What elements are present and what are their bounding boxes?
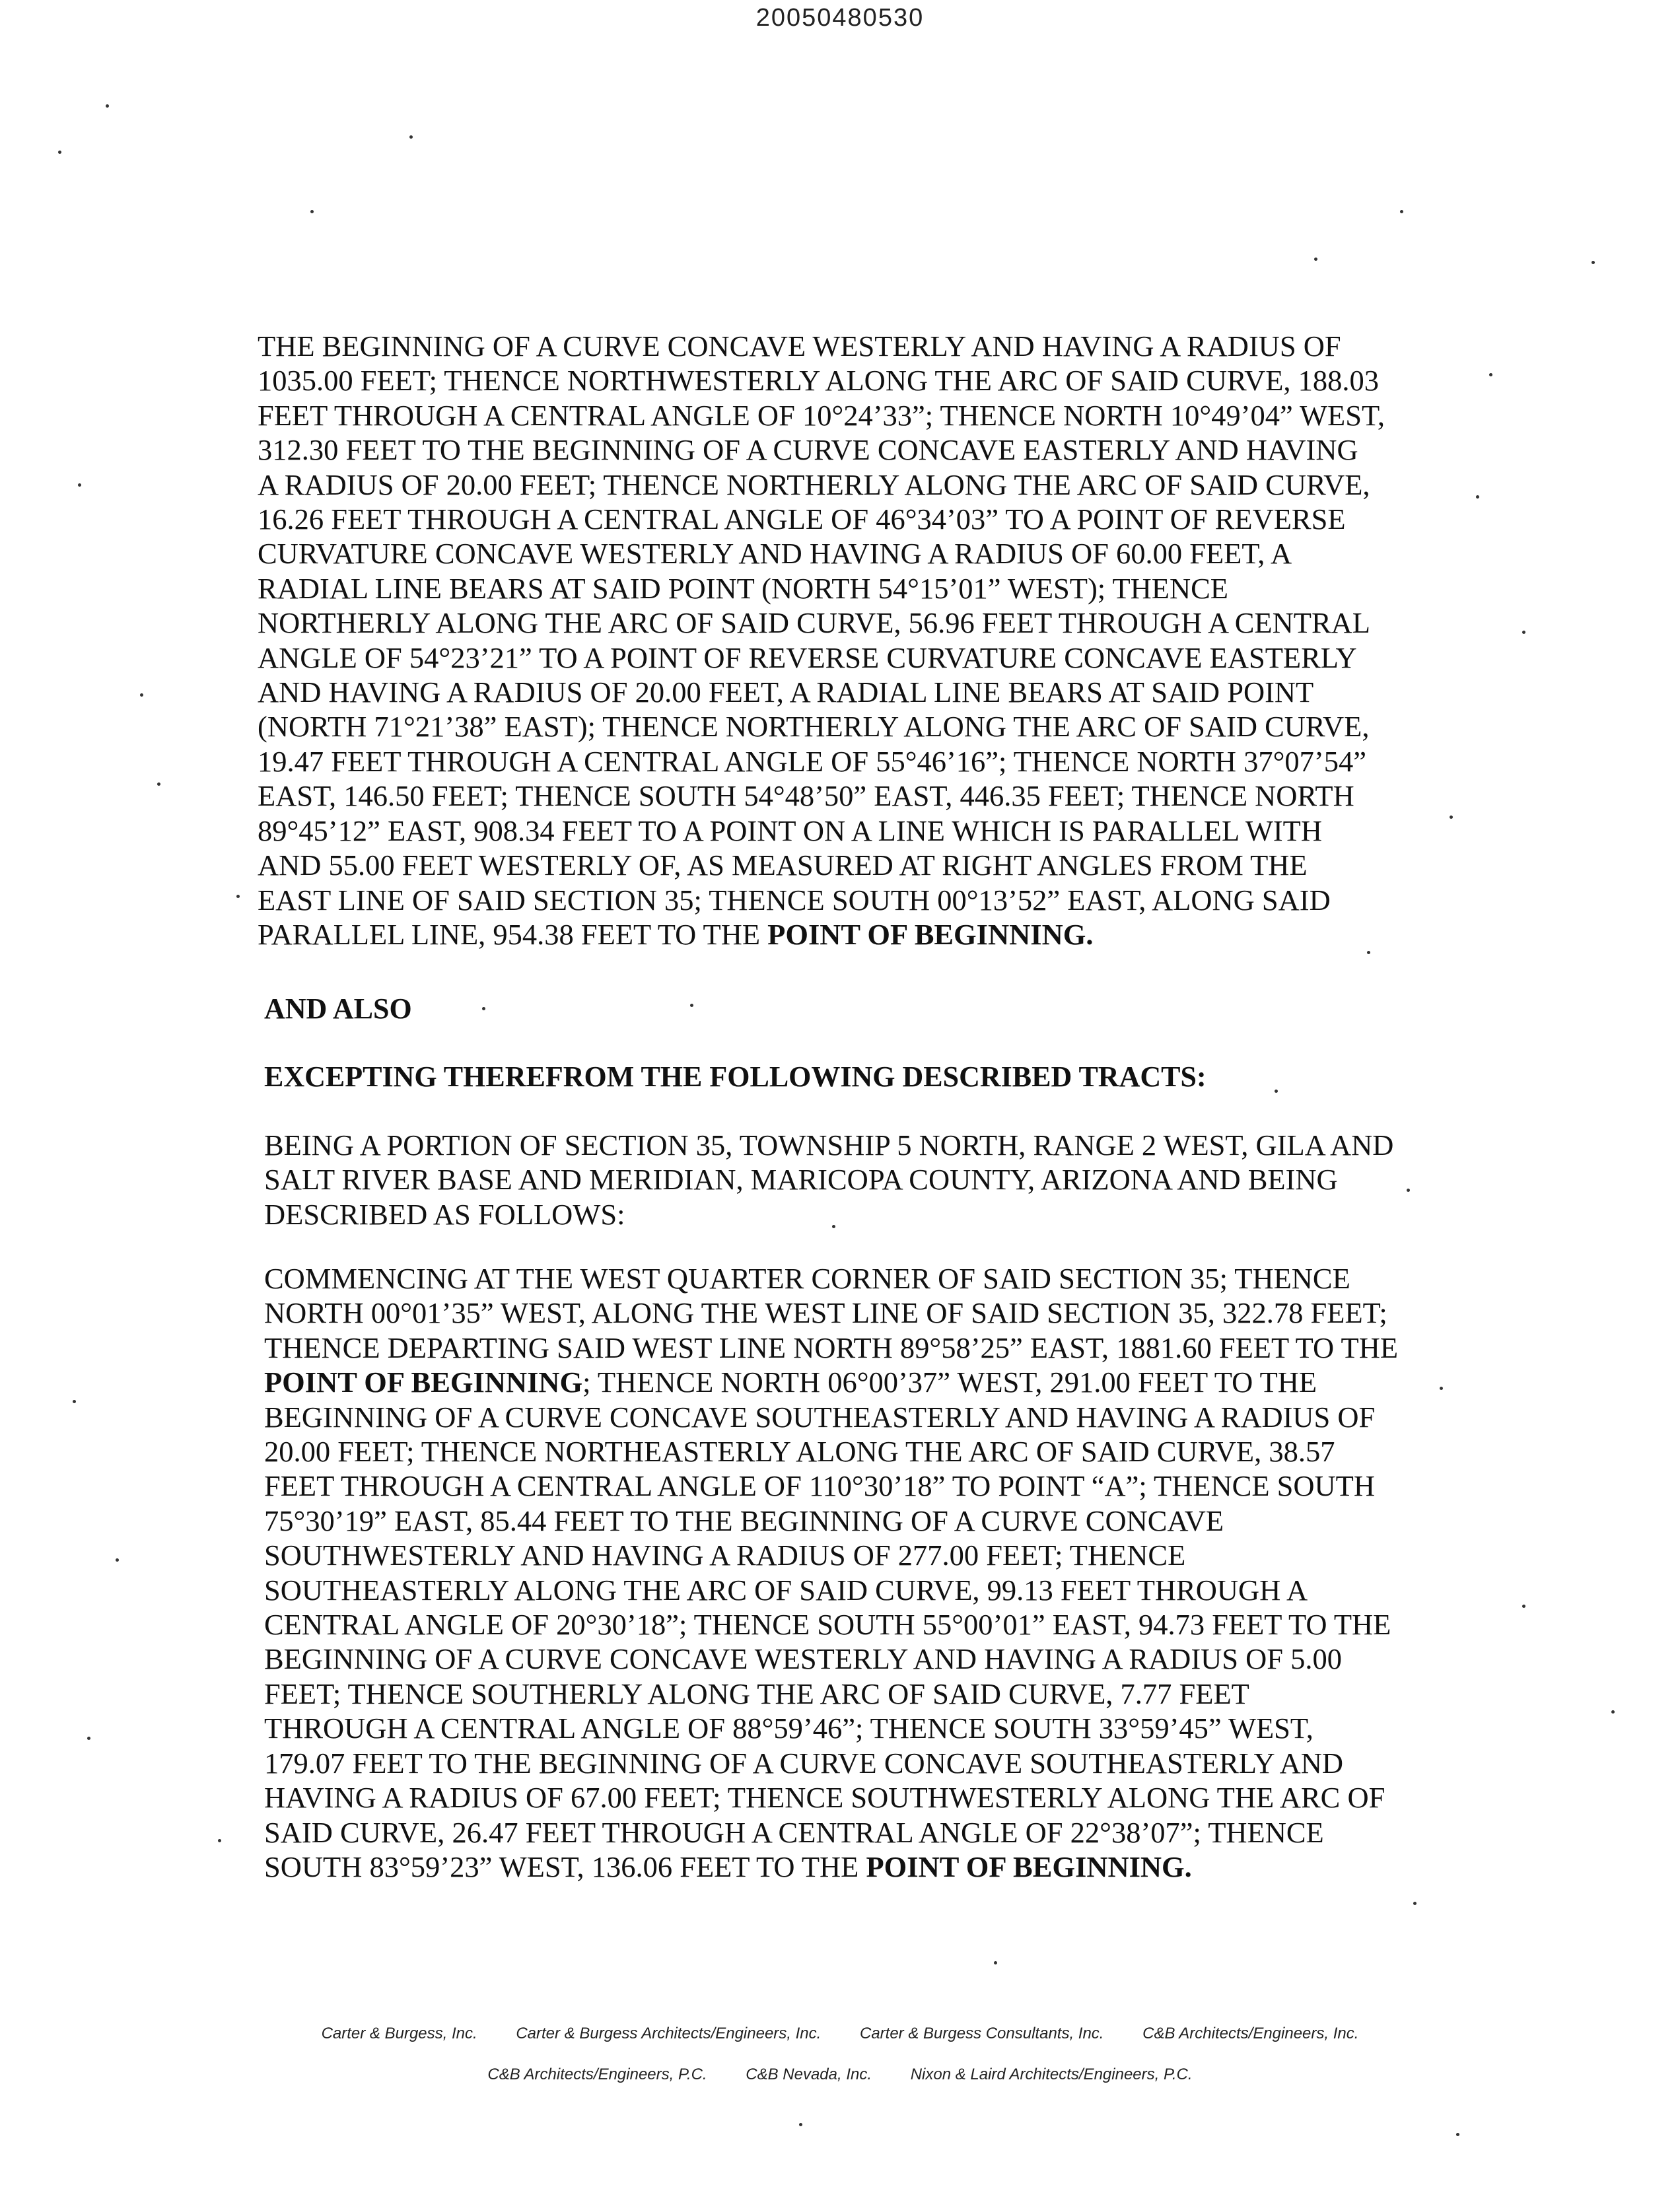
text-line: (NORTH 71°21’38” EAST); THENCE NORTHERLY ALONG THE ARC OF SAID CURVE, <box>258 710 1370 744</box>
text-line: EAST LINE OF SAID SECTION 35; THENCE SOUTH 00°13’52” EAST, ALONG SAID <box>258 883 1331 917</box>
text-line: 19.47 FEET THROUGH A CENTRAL ANGLE OF 55°46’16”; THENCE NORTH 37°07’54” <box>258 744 1366 778</box>
text-line: EAST, 146.50 FEET; THENCE SOUTH 54°48’50” EAST, 446.35 FEET; THENCE NORTH <box>258 779 1354 813</box>
legal-description-paragraph-1 <box>258 329 1420 952</box>
point-of-beginning-label: POINT OF BEGINNING. <box>866 1850 1192 1883</box>
text-line: SOUTHWESTERLY AND HAVING A RADIUS OF 277.00 FEET; THENCE <box>264 1539 1186 1572</box>
scan-speck <box>58 151 61 154</box>
scan-speck <box>116 1558 119 1562</box>
footer-company-name: C&B Architects/Engineers, Inc. <box>1142 2025 1359 2042</box>
text-fragment: ; THENCE NORTH 06°00’37” WEST, 291.00 FEET TO THE <box>582 1366 1317 1399</box>
scan-speck <box>218 1839 221 1842</box>
footer-company-name: Carter & Burgess Consultants, Inc. <box>859 2025 1104 2042</box>
scan-speck <box>1522 631 1525 634</box>
scan-speck <box>1275 1090 1278 1093</box>
text-line: 16.26 FEET THROUGH A CENTRAL ANGLE OF 46°34’03” TO A POINT OF REVERSE <box>258 503 1346 536</box>
text-line: THE BEGINNING OF A CURVE CONCAVE WESTERLY AND HAVING A RADIUS OF <box>258 330 1341 363</box>
text-line: CENTRAL ANGLE OF 20°30’18”; THENCE SOUTH 55°00’01” EAST, 94.73 FEET TO THE <box>264 1608 1391 1642</box>
scan-speck <box>1367 951 1370 954</box>
document-number: 20050480530 <box>755 4 925 32</box>
text-line: BEGINNING OF A CURVE CONCAVE SOUTHEASTERLY AND HAVING A RADIUS OF <box>264 1400 1376 1434</box>
text-line: SAID CURVE, 26.47 FEET THROUGH A CENTRAL ANGLE OF 22°38’07”; THENCE <box>264 1815 1324 1849</box>
text-line: A RADIUS OF 20.00 FEET; THENCE NORTHERLY ALONG THE ARC OF SAID CURVE, <box>258 468 1370 501</box>
scan-speck <box>236 895 240 898</box>
text-line: BEING A PORTION OF SECTION 35, TOWNSHIP 5 NORTH, RANGE 2 WEST, GILA AND <box>264 1128 1394 1162</box>
scan-speck <box>87 1737 90 1740</box>
text-line: SALT RIVER BASE AND MERIDIAN, MARICOPA COUNTY, ARIZONA AND BEING <box>264 1163 1338 1197</box>
scan-speck <box>106 104 109 108</box>
and-also-heading: AND ALSO <box>264 992 412 1025</box>
excepting-heading: EXCEPTING THEREFROM THE FOLLOWING DESCRIBED TRACTS: <box>264 1060 1207 1093</box>
scan-speck <box>1400 210 1403 213</box>
text-line: NORTHERLY ALONG THE ARC OF SAID CURVE, 56.96 FEET THROUGH A CENTRAL <box>258 606 1370 640</box>
text-line: CURVATURE CONCAVE WESTERLY AND HAVING A RADIUS OF 60.00 FEET, A <box>258 537 1292 571</box>
scan-speck <box>799 2123 802 2126</box>
text-line: FEET THROUGH A CENTRAL ANGLE OF 10°24’33”; THENCE NORTH 10°49’04” WEST, <box>258 398 1385 432</box>
scan-speck <box>1407 1189 1410 1192</box>
text-line: AND HAVING A RADIUS OF 20.00 FEET, A RADIAL LINE BEARS AT SAID POINT <box>258 676 1314 709</box>
text-fragment: PARALLEL LINE, 954.38 FEET TO THE <box>258 917 768 951</box>
text-line: 179.07 FEET TO THE BEGINNING OF A CURVE CONCAVE SOUTHEASTERLY AND <box>264 1746 1344 1780</box>
footer-company-list-row-2 <box>0 2066 1680 2084</box>
text-line: HAVING A RADIUS OF 67.00 FEET; THENCE SOUTHWESTERLY ALONG THE ARC OF <box>264 1781 1385 1815</box>
scan-speck <box>140 693 143 697</box>
point-of-beginning-label: POINT OF BEGINNING <box>264 1366 583 1399</box>
text-line-last <box>258 917 1420 952</box>
footer-company-name: Carter & Burgess Architects/Engineers, Inc. <box>516 2025 822 2042</box>
scan-speck <box>310 210 314 213</box>
point-of-beginning-label: POINT OF BEGINNING. <box>767 917 1094 951</box>
text-line: 312.30 FEET TO THE BEGINNING OF A CURVE CONCAVE EASTERLY AND HAVING <box>258 433 1358 467</box>
text-line: BEGINNING OF A CURVE CONCAVE WESTERLY AND HAVING A RADIUS OF 5.00 <box>264 1642 1343 1676</box>
text-line: NORTH 00°01’35” WEST, ALONG THE WEST LINE OF SAID SECTION 35, 322.78 FEET; <box>264 1296 1387 1330</box>
scan-speck <box>1413 1902 1417 1905</box>
scan-speck <box>78 483 81 487</box>
legal-description-paragraph-2 <box>264 1261 1426 1884</box>
text-line: FEET; THENCE SOUTHERLY ALONG THE ARC OF SAID CURVE, 7.77 FEET <box>264 1677 1249 1710</box>
scan-speck <box>73 1400 76 1403</box>
section-description-paragraph <box>264 1128 1426 1232</box>
scan-speck <box>482 1007 485 1010</box>
text-line: 75°30’19” EAST, 85.44 FEET TO THE BEGINNING OF A CURVE CONCAVE <box>264 1504 1224 1537</box>
scan-speck <box>1592 261 1595 264</box>
scan-speck <box>1440 1387 1443 1390</box>
text-line: 89°45’12” EAST, 908.34 FEET TO A POINT ON A LINE WHICH IS PARALLEL WITH <box>258 814 1322 847</box>
scan-speck <box>409 135 413 139</box>
text-line: THENCE DEPARTING SAID WEST LINE NORTH 89°58’25” EAST, 1881.60 FEET TO THE <box>264 1331 1399 1364</box>
footer-company-name: C&B Nevada, Inc. <box>746 2066 872 2083</box>
text-line: THROUGH A CENTRAL ANGLE OF 88°59’46”; THENCE SOUTH 33°59’45” WEST, <box>264 1712 1313 1745</box>
text-fragment: SOUTH 83°59’23” WEST, 136.06 FEET TO THE <box>264 1850 866 1883</box>
scan-speck <box>690 1004 693 1007</box>
footer-company-name: Nixon & Laird Architects/Engineers, P.C. <box>910 2066 1193 2083</box>
scan-speck <box>1476 495 1479 499</box>
text-line: ANGLE OF 54°23’21” TO A POINT OF REVERSE CURVATURE CONCAVE EASTERLY <box>258 641 1357 674</box>
text-line: AND 55.00 FEET WESTERLY OF, AS MEASURED AT RIGHT ANGLES FROM THE <box>258 849 1308 882</box>
text-line: FEET THROUGH A CENTRAL ANGLE OF 110°30’18” TO POINT “A”; THENCE SOUTH <box>264 1469 1376 1503</box>
footer-company-name: C&B Architects/Engineers, P.C. <box>487 2066 707 2083</box>
text-line: 20.00 FEET; THENCE NORTHEASTERLY ALONG THE ARC OF SAID CURVE, 38.57 <box>264 1435 1335 1469</box>
scan-speck <box>1314 258 1317 261</box>
text-line-last <box>264 1850 1426 1884</box>
scan-speck <box>994 1961 997 1964</box>
scan-speck <box>1456 2133 1459 2136</box>
text-line: RADIAL LINE BEARS AT SAID POINT (NORTH 54°15’01” WEST); THENCE <box>258 571 1228 605</box>
text-line <box>264 1365 1426 1399</box>
scan-speck <box>1489 373 1492 376</box>
footer-company-name: Carter & Burgess, Inc. <box>321 2025 477 2042</box>
footer-company-list-row-1 <box>0 2025 1680 2043</box>
scan-speck <box>1450 816 1453 819</box>
scan-speck <box>1522 1605 1525 1608</box>
scan-speck <box>157 782 160 786</box>
text-line: 1035.00 FEET; THENCE NORTHWESTERLY ALONG THE ARC OF SAID CURVE, 188.03 <box>258 364 1380 398</box>
text-line: SOUTHEASTERLY ALONG THE ARC OF SAID CURVE, 99.13 FEET THROUGH A <box>264 1573 1308 1607</box>
text-line: DESCRIBED AS FOLLOWS: <box>264 1197 625 1231</box>
scan-speck <box>1611 1710 1615 1714</box>
scan-speck <box>832 1225 835 1228</box>
text-line: COMMENCING AT THE WEST QUARTER CORNER OF SAID SECTION 35; THENCE <box>264 1262 1350 1295</box>
